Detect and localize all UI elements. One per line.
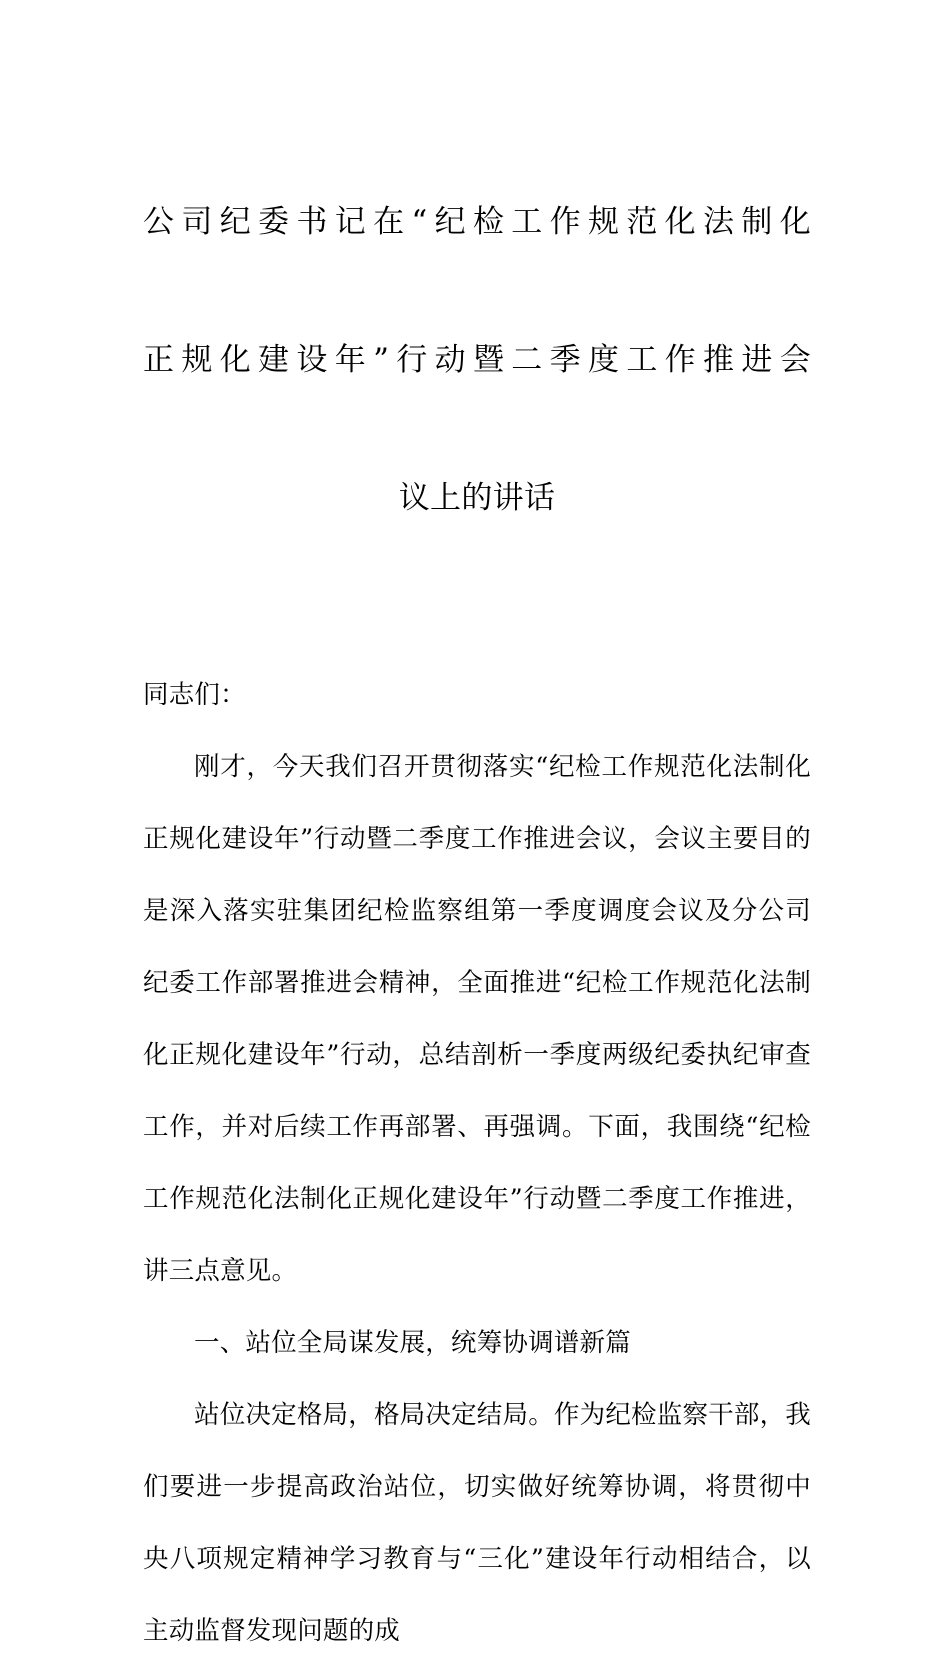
document-content [143,0,811,1667]
page-title [143,0,811,613]
document-body [143,659,811,1667]
section-heading-1: 一、站位全局谋发展，统筹协调谱新篇 [194,1328,631,1358]
title-line-3: 议上的讲话 [398,480,556,516]
title-line-1: 公司纪委书记在“纪检工作规范化法制化 [143,204,811,240]
body-paragraph-2: 站位决定格局，格局决定结局。作为纪检监察干部，我们要进一步提高政治站位，切实做好统筹协调，将贯彻中央八项规定精神学习教育与“三化”建设年行动相结合，以主动监督发现问题的成 [143,1400,811,1646]
salutation: 同志们： [143,680,246,710]
body-paragraph-1: 刚才，今天我们召开贯彻落实“纪检工作规范化法制化正规化建设年”行动暨二季度工作推进会议，会议主要目的是深入落实驻集团纪检监察组第一季度调度会议及分公司纪委工作部署推进会精神，全面推进“纪检工作规范化法制化正规化建设年”行动，总结剖析一季度两级纪委执纪审查工作，并对后续工作再部署、再强调。下面，我围绕“纪检工作规范化法制化正规化建设年”行动暨二季度工作推进，讲三点意见。 [143,752,811,1286]
title-line-2: 正规化建设年”行动暨二季度工作推进会 [143,342,811,378]
